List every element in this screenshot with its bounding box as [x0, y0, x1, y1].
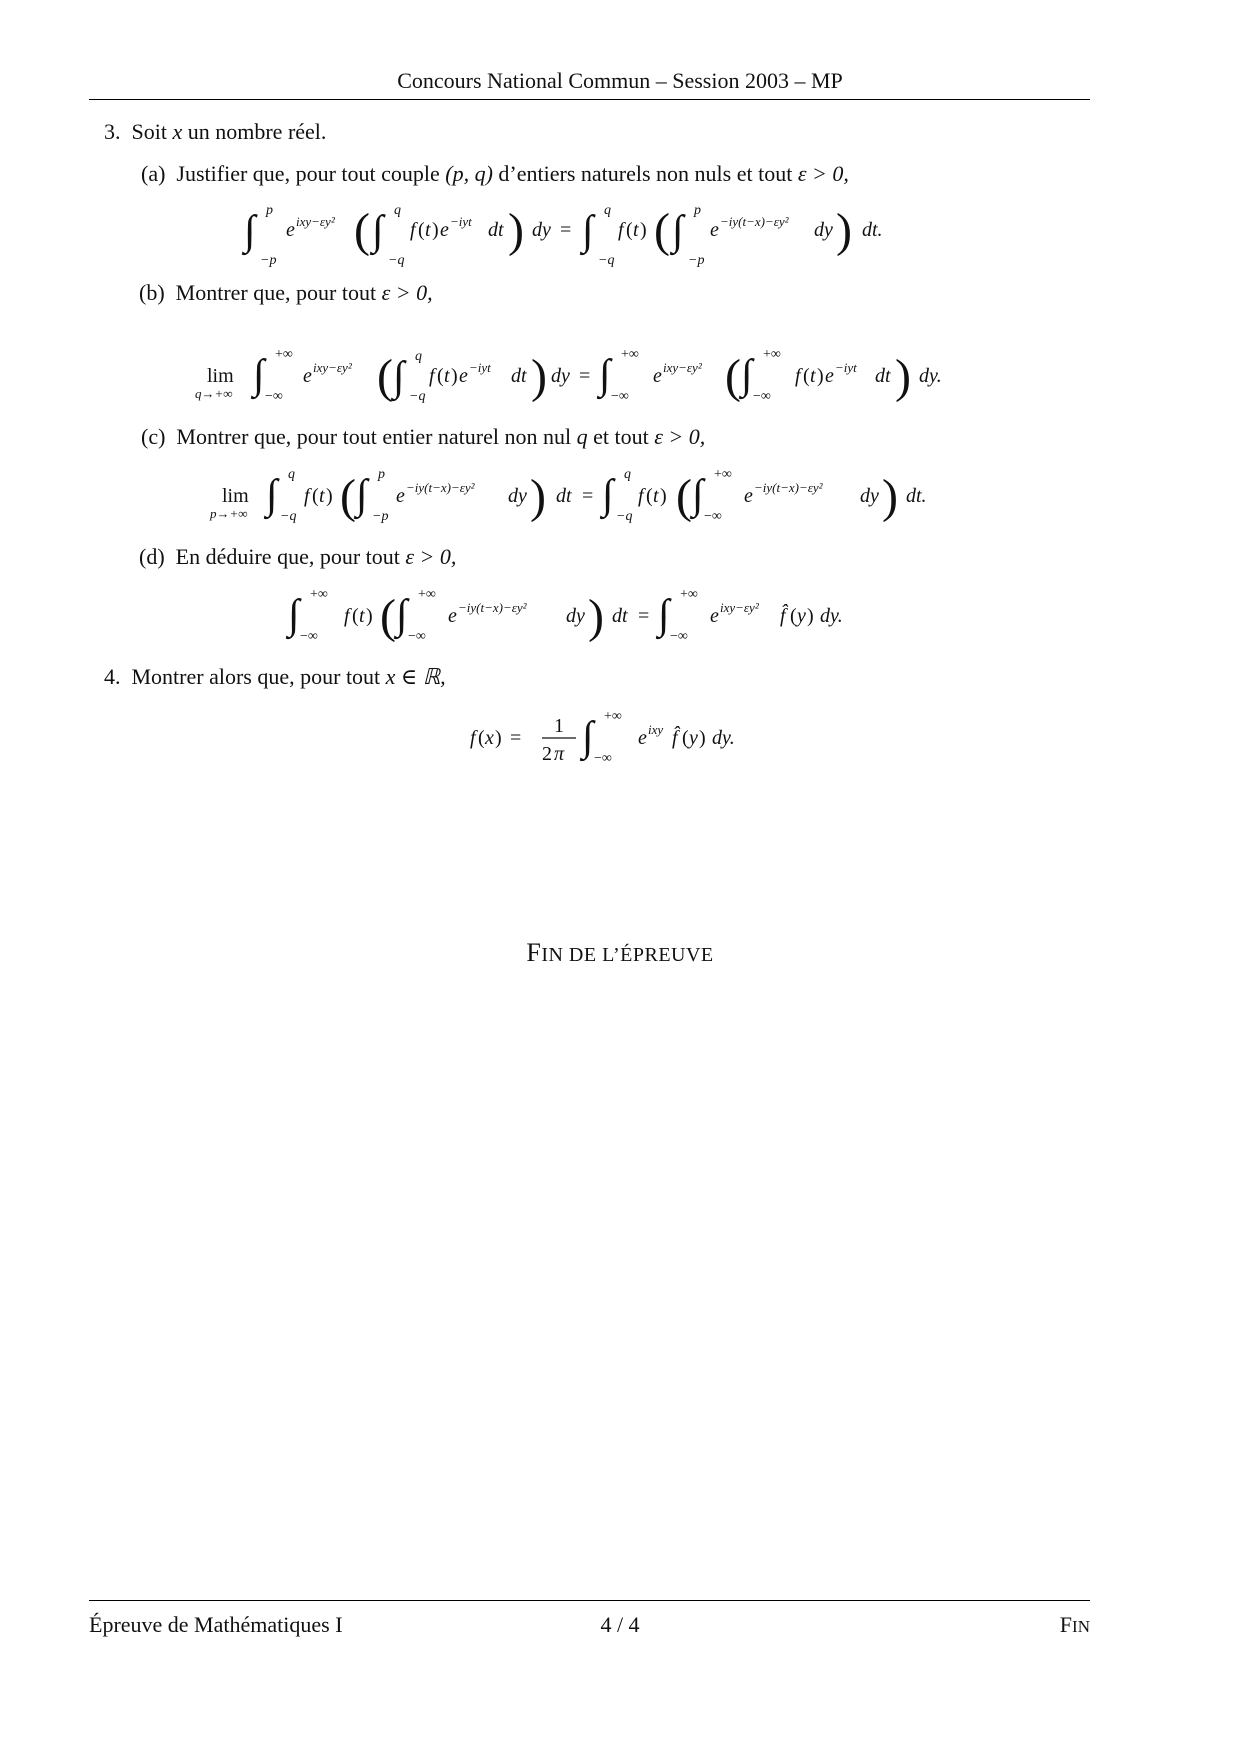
- svg-text:dy.: dy.: [712, 727, 735, 749]
- svg-text:dy.: dy.: [919, 365, 942, 387]
- question-3a-text-pre: Justifier que, pour tout couple: [176, 161, 446, 186]
- svg-text:): ): [836, 204, 852, 257]
- svg-text:): ): [640, 219, 647, 241]
- svg-text:(: (: [725, 350, 741, 403]
- svg-text:dt.: dt.: [862, 219, 883, 241]
- svg-text:e: e: [459, 365, 468, 387]
- svg-text:y: y: [797, 605, 806, 627]
- footer-fin-first: F: [1059, 1612, 1073, 1637]
- svg-text:(: (: [437, 365, 444, 387]
- svg-text:dy: dy: [532, 219, 551, 241]
- question-3a-text-math: (p, q): [445, 161, 493, 186]
- svg-text:dy.: dy.: [820, 605, 843, 627]
- question-3-number: 3.: [104, 119, 121, 144]
- svg-text:dt: dt: [875, 365, 891, 387]
- svg-text:e: e: [396, 485, 405, 507]
- equation-4-svg: [470, 698, 790, 778]
- svg-text:): ): [326, 485, 333, 507]
- svg-text:∫: ∫: [582, 208, 594, 254]
- footer-page-number: 4 / 4: [600, 1612, 640, 1637]
- svg-text:t: t: [810, 365, 816, 387]
- svg-text:−q: −q: [280, 509, 297, 524]
- svg-text:e: e: [448, 605, 457, 627]
- svg-text:): ): [660, 485, 667, 507]
- svg-text:f: f: [304, 485, 310, 507]
- svg-text:−∞: −∞: [594, 751, 612, 766]
- svg-text:∫: ∫: [741, 352, 753, 398]
- svg-text:e: e: [440, 219, 449, 241]
- svg-text:): ): [699, 727, 706, 749]
- question-3b-label: (b): [139, 280, 165, 305]
- svg-text:∫: ∫: [692, 472, 704, 518]
- question-3-intro-pre: Soit: [131, 119, 173, 144]
- svg-text:∫: ∫: [253, 352, 265, 398]
- svg-text:(: (: [626, 219, 633, 241]
- question-3c-statement: [141, 426, 705, 448]
- svg-text:t: t: [425, 219, 431, 241]
- svg-text:∫: ∫: [582, 714, 594, 760]
- svg-text:−iyt: −iyt: [469, 360, 491, 375]
- question-3d-label: (d): [139, 544, 165, 569]
- equation-3d: [284, 578, 884, 664]
- svg-text:f: f: [638, 485, 644, 507]
- svg-text:−iy(t−x)−εy²: −iy(t−x)−εy²: [754, 480, 823, 495]
- svg-text:dt: dt: [612, 605, 628, 627]
- svg-text:=: =: [579, 365, 591, 387]
- svg-text:): ): [882, 470, 898, 523]
- svg-text:=: =: [560, 219, 572, 241]
- svg-text:dt: dt: [488, 219, 504, 241]
- svg-text:x: x: [485, 727, 494, 749]
- equation-3b-svg: [195, 338, 955, 418]
- svg-text:e: e: [286, 219, 295, 241]
- svg-text:∫: ∫: [396, 592, 408, 638]
- svg-text:t: t: [359, 605, 365, 627]
- end-of-exam-title: [0, 938, 1240, 968]
- svg-text:(: (: [790, 605, 797, 627]
- svg-text:∫: ∫: [599, 352, 611, 398]
- svg-text:−∞: −∞: [611, 389, 629, 404]
- question-3-intro-var: x: [172, 119, 183, 144]
- svg-text:f: f: [795, 365, 801, 387]
- svg-text:): ): [588, 590, 604, 643]
- svg-text:lim: lim: [207, 365, 234, 387]
- svg-text:+∞: +∞: [310, 587, 328, 602]
- svg-text:(: (: [646, 485, 653, 507]
- svg-text:e: e: [744, 485, 753, 507]
- svg-text:p→+∞: p→+∞: [210, 506, 248, 521]
- svg-text:+∞: +∞: [621, 347, 639, 362]
- question-3c-label: (c): [141, 424, 166, 449]
- svg-text:dt: dt: [556, 485, 572, 507]
- svg-text:(: (: [682, 727, 689, 749]
- svg-text:∫: ∫: [266, 472, 278, 518]
- svg-text:∫: ∫: [356, 472, 368, 518]
- svg-text:+∞: +∞: [714, 467, 732, 482]
- page-header-title: Concours National Commun – Session 2003 – MP: [397, 68, 843, 93]
- svg-text:1: 1: [554, 715, 564, 737]
- question-3d-text-math: ε > 0,: [405, 544, 457, 569]
- svg-text:ixy: ixy: [648, 722, 664, 737]
- svg-text:(: (: [377, 350, 393, 403]
- svg-text:): ): [432, 219, 439, 241]
- svg-text:p: p: [266, 203, 273, 218]
- svg-text:π: π: [554, 743, 565, 765]
- svg-text:∫: ∫: [372, 208, 384, 254]
- svg-text:−p: −p: [260, 253, 277, 268]
- svg-text:−∞: −∞: [753, 389, 771, 404]
- svg-text:f̂: f̂: [672, 727, 678, 749]
- end-title-rest: IN DE L’ÉPREUVE: [541, 944, 714, 966]
- svg-text:e: e: [653, 365, 662, 387]
- svg-text:(: (: [418, 219, 425, 241]
- svg-text:): ): [817, 365, 824, 387]
- svg-text:f: f: [470, 727, 476, 749]
- question-3a-statement: [141, 163, 849, 185]
- svg-text:dy: dy: [508, 485, 527, 507]
- svg-text:): ): [530, 470, 546, 523]
- svg-text:): ): [531, 350, 547, 403]
- svg-text:(: (: [380, 590, 396, 643]
- svg-text:(: (: [312, 485, 319, 507]
- footer-fin: [1060, 1612, 1090, 1638]
- svg-text:q: q: [604, 203, 611, 218]
- svg-text:−∞: −∞: [408, 629, 426, 644]
- svg-text:2: 2: [542, 743, 552, 765]
- question-3d-statement: [139, 546, 456, 568]
- svg-text:−p: −p: [688, 253, 705, 268]
- svg-text:): ): [895, 350, 911, 403]
- svg-text:q→+∞: q→+∞: [195, 386, 233, 401]
- svg-text:+∞: +∞: [275, 347, 293, 362]
- svg-text:q: q: [415, 349, 422, 364]
- svg-text:f: f: [344, 605, 350, 627]
- svg-text:p: p: [378, 467, 385, 482]
- svg-text:(: (: [340, 470, 356, 523]
- question-3b-statement: [139, 282, 433, 304]
- footer-rule: [89, 1600, 1090, 1601]
- svg-text:+∞: +∞: [604, 709, 622, 724]
- svg-text:∫: ∫: [672, 208, 684, 254]
- svg-text:−q: −q: [388, 253, 405, 268]
- equation-3a-svg: [240, 196, 900, 276]
- svg-text:lim: lim: [222, 485, 249, 507]
- svg-text:ixy−εy²: ixy−εy²: [663, 360, 702, 375]
- svg-text:t: t: [319, 485, 325, 507]
- equation-4: [470, 698, 790, 784]
- svg-text:∫: ∫: [244, 208, 256, 254]
- svg-text:=: =: [510, 727, 522, 749]
- svg-text:): ): [807, 605, 814, 627]
- svg-text:dt: dt: [511, 365, 527, 387]
- svg-text:): ): [451, 365, 458, 387]
- svg-text:ixy−εy²: ixy−εy²: [313, 360, 352, 375]
- svg-text:f: f: [429, 365, 435, 387]
- svg-text:∫: ∫: [658, 592, 670, 638]
- svg-text:e: e: [710, 219, 719, 241]
- equation-3c-svg: [210, 458, 950, 538]
- svg-text:): ): [495, 727, 502, 749]
- svg-text:p: p: [694, 203, 701, 218]
- question-3a-label: (a): [141, 161, 166, 186]
- equation-3b: [195, 338, 955, 424]
- question-3c-text-math: ε > 0,: [654, 424, 706, 449]
- svg-text:f̂: f̂: [780, 605, 786, 627]
- svg-text:q: q: [624, 467, 631, 482]
- svg-text:): ): [366, 605, 373, 627]
- question-3d-text-pre: En déduire que, pour tout: [175, 544, 406, 569]
- equation-3a: [240, 196, 900, 282]
- question-3-intro-post: un nombre réel.: [182, 119, 327, 144]
- svg-text:−q: −q: [598, 253, 615, 268]
- svg-text:): ): [508, 204, 524, 257]
- header-rule: [89, 99, 1090, 100]
- question-3a-text-mid: d’entiers naturels non nuls et tout: [492, 161, 798, 186]
- svg-text:ixy−εy²: ixy−εy²: [720, 600, 759, 615]
- svg-text:−iy(t−x)−εy²: −iy(t−x)−εy²: [406, 480, 475, 495]
- svg-text:t: t: [444, 365, 450, 387]
- svg-text:dt.: dt.: [906, 485, 927, 507]
- svg-text:(: (: [354, 204, 370, 257]
- svg-text:(: (: [352, 605, 359, 627]
- svg-text:∫: ∫: [393, 354, 405, 400]
- equation-3d-svg: [284, 578, 884, 658]
- question-3b-text-math: ε > 0,: [381, 280, 433, 305]
- question-3b-text-pre: Montrer que, pour tout: [175, 280, 382, 305]
- svg-text:∫: ∫: [602, 472, 614, 518]
- svg-text:−q: −q: [616, 509, 633, 524]
- svg-text:q: q: [394, 203, 401, 218]
- svg-text:−iy(t−x)−εy²: −iy(t−x)−εy²: [720, 214, 789, 229]
- svg-text:t: t: [633, 219, 639, 241]
- svg-text:−q: −q: [409, 389, 426, 404]
- footer-exam-name: Épreuve de Mathématiques I: [89, 1612, 343, 1637]
- svg-text:−∞: −∞: [300, 629, 318, 644]
- svg-text:ixy−εy²: ixy−εy²: [296, 214, 335, 229]
- svg-text:−∞: −∞: [265, 389, 283, 404]
- svg-text:e: e: [710, 605, 719, 627]
- svg-text:q: q: [288, 467, 295, 482]
- question-3c-text-mid: et tout: [587, 424, 655, 449]
- svg-text:−iy(t−x)−εy²: −iy(t−x)−εy²: [458, 600, 527, 615]
- svg-text:f: f: [410, 219, 416, 241]
- svg-text:(: (: [654, 204, 670, 257]
- svg-text:(: (: [803, 365, 810, 387]
- question-4-text-math: x ∈ ℝ,: [385, 664, 446, 689]
- svg-text:e: e: [638, 727, 647, 749]
- svg-text:=: =: [638, 605, 650, 627]
- svg-text:f: f: [618, 219, 624, 241]
- svg-text:−iyt: −iyt: [835, 360, 857, 375]
- equation-3c: [210, 458, 950, 544]
- question-4-text-pre: Montrer alors que, pour tout: [131, 664, 386, 689]
- svg-text:−p: −p: [372, 509, 389, 524]
- svg-text:dy: dy: [860, 485, 879, 507]
- svg-text:+∞: +∞: [418, 587, 436, 602]
- svg-text:(: (: [676, 470, 692, 523]
- svg-text:−iyt: −iyt: [450, 214, 472, 229]
- question-3a-text-math2: ε > 0,: [797, 161, 849, 186]
- svg-text:t: t: [653, 485, 659, 507]
- svg-text:∫: ∫: [288, 592, 300, 638]
- svg-text:y: y: [689, 727, 698, 749]
- svg-text:dy: dy: [566, 605, 585, 627]
- svg-text:−∞: −∞: [704, 509, 722, 524]
- end-title-first: F: [526, 938, 542, 967]
- svg-text:dy: dy: [551, 365, 570, 387]
- svg-text:e: e: [825, 365, 834, 387]
- svg-text:−∞: −∞: [670, 629, 688, 644]
- question-3c-text-pre: Montrer que, pour tout entier naturel non nul: [176, 424, 577, 449]
- svg-text:(: (: [478, 727, 485, 749]
- svg-text:+∞: +∞: [763, 347, 781, 362]
- svg-text:e: e: [303, 365, 312, 387]
- question-4-number: 4.: [104, 664, 121, 689]
- question-3-intro: [104, 121, 326, 143]
- svg-text:dy: dy: [814, 219, 833, 241]
- svg-text:=: =: [582, 485, 594, 507]
- question-3c-text-var: q: [576, 424, 588, 449]
- question-4-statement: [104, 666, 446, 688]
- svg-text:+∞: +∞: [680, 587, 698, 602]
- footer-fin-rest: IN: [1072, 1617, 1090, 1636]
